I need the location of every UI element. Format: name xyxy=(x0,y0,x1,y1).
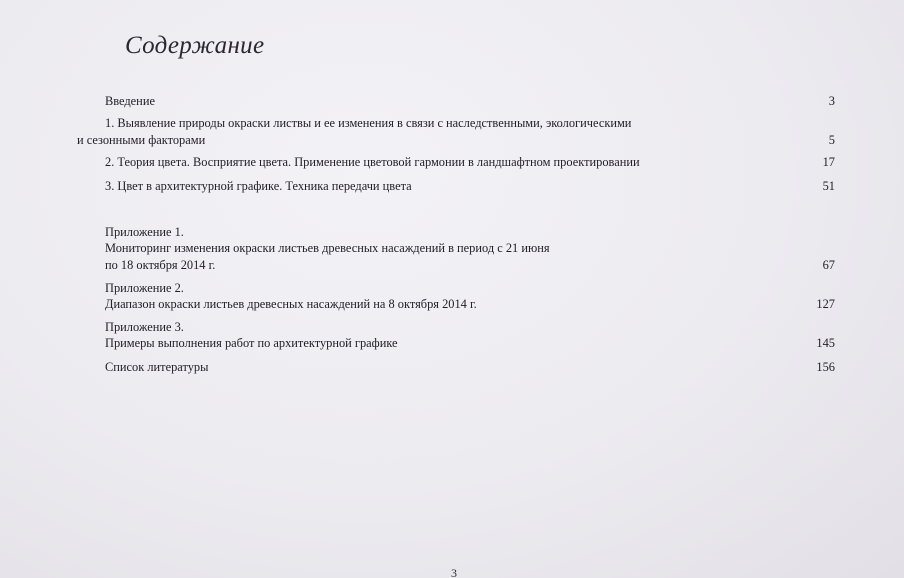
toc-appendix2-line1: Диапазон окраски листьев древесных насаждений на 8 октября 2014 г. xyxy=(105,297,477,311)
toc-entry-bibliography: Список литературы xyxy=(105,360,209,374)
toc-appendix1-line2: по 18 октября 2014 г. xyxy=(105,258,216,272)
toc-appendix1-label: Приложение 1. xyxy=(105,225,184,239)
toc-page-intro: 3 xyxy=(828,94,835,108)
toc-appendix3-line1: Примеры выполнения работ по архитектурной графике xyxy=(105,336,398,350)
toc-entry-section1-line1: 1. Выявление природы окраски листвы и ее изменения в связи с наследственными, экологическими xyxy=(105,116,632,130)
toc-entry-section1-line2: и сезонными факторами xyxy=(77,133,206,147)
toc-page-appendix3: 145 xyxy=(816,336,835,350)
toc-page-appendix2: 127 xyxy=(816,297,835,311)
toc-page-appendix1: 67 xyxy=(822,258,835,272)
toc-page-bibliography: 156 xyxy=(816,360,835,374)
toc-entry-intro: Введение xyxy=(105,94,155,108)
toc-appendix3-label: Приложение 3. xyxy=(105,320,184,334)
footer-page-number: 3 xyxy=(451,566,457,578)
toc-appendix2-label: Приложение 2. xyxy=(105,281,184,295)
toc-page-section3: 51 xyxy=(822,179,835,193)
toc-entry-section3: 3. Цвет в архитектурной графике. Техника передачи цвета xyxy=(105,179,412,193)
toc-page-section1: 5 xyxy=(828,133,835,147)
toc-entry-section2: 2. Теория цвета. Восприятие цвета. Применение цветовой гармонии в ландшафтном проектировании xyxy=(105,155,640,169)
toc-page-section2: 17 xyxy=(822,155,835,169)
toc-appendix1-line1: Мониторинг изменения окраски листьев древесных насаждений в период с 21 июня xyxy=(105,241,550,255)
page-title: Содержание xyxy=(125,32,265,59)
